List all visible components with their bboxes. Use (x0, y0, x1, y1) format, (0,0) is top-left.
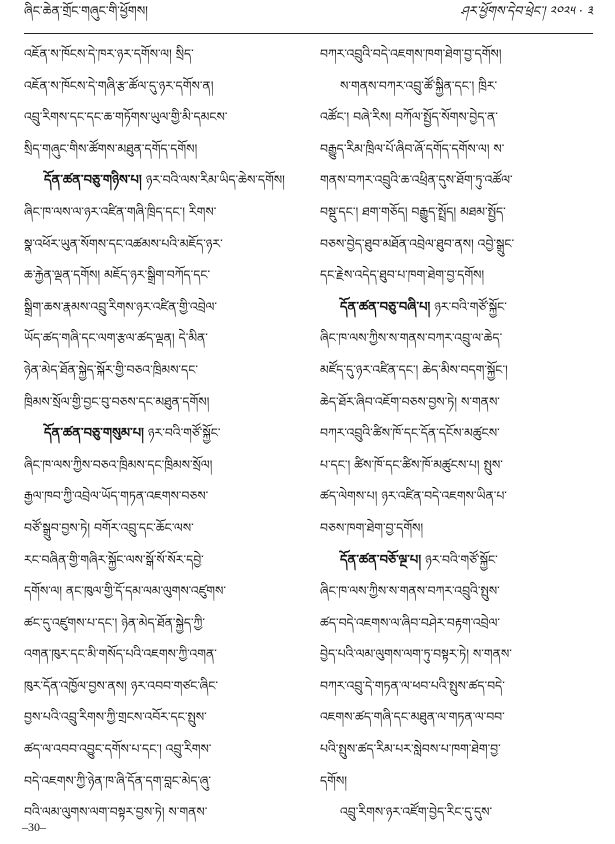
line-text: འཚོང་། བཞེ་རིས། བཀོལ་སྤྱོད་སོགས་བྱེད་ན་ (320, 109, 498, 125)
line-text: བཀར་འབྲུ་དེ་གཏན་ལ་ཕབ་པའི་སྤུས་ཚད་བདེ་ (320, 677, 505, 693)
text-line (24, 544, 296, 576)
line-text: འགན་ཁུར་དང་མི་གསོད་པའི་འཇགས་ཀྱི་འགན་ (24, 646, 217, 662)
text-line (320, 449, 592, 481)
line-text: སྲིད་གཞུང་གིས་ཚོགས་མཐུན་དགོད་དགོས། (24, 140, 198, 156)
line-text: འཇོན་ས་ཁོངས་དེ་གཞི་རྩ་ཚོལ་དུ་ཉར་དགོས་ན། (24, 77, 214, 93)
header-rule (24, 33, 593, 34)
text-line (24, 133, 296, 165)
text-line (24, 322, 296, 354)
text-line (24, 701, 296, 733)
text-line (320, 796, 592, 828)
line-text: ཞིང་ཁ་ལས་ཀྱིས་བཅའ་ཁྲིམས་དང་ཁྲིམས་སྲོལ། (24, 456, 213, 472)
text-line (320, 765, 592, 797)
text-line (320, 70, 592, 102)
text-line (24, 670, 296, 702)
line-text: བཙོ་སྒྲུབ་བྱས་ཏེ། བགོར་འབྲུ་དང་ཆོང་ལས་ (24, 519, 194, 535)
text-line (24, 765, 296, 797)
text-line (320, 386, 592, 418)
text-line (320, 101, 592, 133)
line-text: གནས་བཀར་འབྲུའི་ཆ་འཕྲིན་དུས་ཐོག་ཏུ་འཚོལ་ (320, 172, 513, 188)
section-heading-line (24, 164, 296, 196)
line-text: བདེ་འཇགས་ཀྱི་ཉེན་ཁ་ཞི་དོན་དག་བླང་མེད་ཞུ་ (24, 772, 212, 788)
line-text: ཉར་བའི་གཙོ་སྐྱོང་ (425, 551, 498, 567)
page-header (24, 3, 593, 32)
text-line (24, 259, 296, 291)
section-heading-line (320, 544, 592, 576)
text-line (320, 38, 592, 70)
line-text: རྒྱལ་ཁབ་ཀྱི་འབྲེལ་ཡོད་གཏན་འཇགས་བཅས་ (24, 488, 209, 504)
text-line (320, 512, 592, 544)
text-line (320, 701, 592, 733)
text-line (320, 133, 592, 165)
text-line (24, 638, 296, 670)
line-text: ཞིང་ཁ་ལས་ཀྱིས་ས་གནས་བཀར་འབྲུའི་སྤུས་ (320, 583, 500, 599)
text-line (24, 575, 296, 607)
text-line (24, 196, 296, 228)
text-line (320, 480, 592, 512)
text-line (320, 670, 592, 702)
line-text: ཚང་དུ་འཛུགས་པ་དང་། ཉེན་མེད་ཐོན་སྐྱེད་ཀྱི་ (24, 614, 205, 630)
line-text: སྣ་འཕོར་ཡུན་སོགས་དང་འཚམས་པའི་མཇོད་ཉར་ (24, 235, 223, 251)
line-text: ཉར་བའི་གཙོ་སྐྱོང་ (147, 425, 221, 441)
line-text: ཞིང་ཁ་ལས་ལ་ཉར་འཛིན་གཞི་ཁྲིད་དང་། རིགས་ (24, 203, 217, 219)
text-line (320, 607, 592, 639)
line-text: ཆེད་ཐོར་ཞིབ་འཇོག་བཅས་བྱས་ཏེ། ས་གནས་ (320, 393, 500, 409)
text-line (320, 196, 592, 228)
section-heading: དོན་ཚན་བཅུ་གསུམ་པ། (44, 426, 144, 442)
line-text: དགོས། (320, 772, 348, 788)
text-line (320, 259, 592, 291)
text-line (320, 575, 592, 607)
text-line (24, 101, 296, 133)
line-text: བསྡུ་དང་། ཐག་གཅོད། བརྒྱུད་སྤྲོད། མཐམ་སྤྱོད་ (320, 203, 506, 219)
line-text: འབྲུ་རིགས་ཉར་འཛོག་བྱེད་རིང་དུ་དུས་ (340, 804, 493, 820)
line-text: ས་གནས་བཀར་འབྲུ་ཚོ་སྐྱིན་དང་། ཁྲིར་ (340, 77, 498, 93)
line-text: ཉར་བའི་ལས་རིམ་ཡིད་ཆེས་དགོས། (145, 172, 285, 188)
line-text: མཛོད་དུ་ཉར་འཛིན་དང་། ཆེད་མིས་བདག་སྐྱོང་། (320, 361, 508, 377)
header-left-title: ཞིང་ཆེན་གྲོང་གཞུང་གི་ཕྱོགས། (24, 3, 148, 18)
line-text: བཅས་ཁག་ཐེག་བྱ་དགོས། (320, 519, 424, 535)
section-heading: དོན་ཚན་བཅུ་གཉིས་པ། (44, 173, 142, 189)
text-line (24, 38, 296, 70)
right-column (320, 38, 592, 820)
text-line (24, 449, 296, 481)
line-text: ཚད་ལ་འབབ་འབྱུང་དགོས་པ་དང་། འབྲུ་རིགས་ (24, 741, 212, 757)
text-line (24, 228, 296, 260)
line-text: བྱས་པའི་འབྲུ་རིགས་ཀྱི་གྲངས་འབོར་དང་སྤུས་ (24, 709, 207, 725)
line-text: ཉེན་མེད་ཐོན་སྐྱེད་སྐོར་གྱི་བཅའ་ཁྲིམས་དང་ (24, 361, 198, 377)
text-line (24, 386, 296, 418)
text-line (320, 354, 592, 386)
section-heading-line (24, 417, 296, 449)
line-text: བཀར་འབྲུའི་བདེ་འཇགས་ཁག་ཐེག་བྱ་དགོས། (320, 46, 502, 61)
line-text: རང་བཞིན་གྱི་གཞིར་སྐྱོང་ལས་སྒོ་སོ་སོར་དབྱེ་ (24, 551, 204, 567)
line-text: བཀར་འབྲུའི་ཚིས་ཁོ་དང་དོན་དངོས་མཚུངས་ (320, 425, 500, 441)
section-heading: དོན་ཚན་བཅུ་བཞི་པ། (340, 299, 431, 315)
line-text: འཇགས་ཚད་གཞི་དང་མཐུན་ལ་གཏན་ལ་བབ་ (320, 709, 505, 725)
line-text: བརྒྱུད་རིམ་ཁྲིལ་པོ་ཞིབ་ཞོ་དགོད་དགོས་ལ། ས་ (320, 140, 505, 156)
line-text: དགོས་ལ། ནང་ཁུལ་གྱི་དོ་དམ་ལམ་ལུགས་འཛུགས་ (24, 583, 226, 599)
line-text: ཁྲིམས་སྲོལ་གྱི་བྱང་བུ་བཅས་དང་མཐུན་དགོས། (24, 393, 210, 409)
line-text: དང་རྗེས་འདེད་ཐུབ་པ་ཁག་ཐེག་བྱ་དགོས། (320, 267, 485, 283)
text-line (320, 733, 592, 765)
line-text: པ་དང་། ཚིས་ཁོ་དང་ཚིས་ཁོ་མཚུངས་པ། སྤུས་ (320, 456, 503, 472)
line-text: པའི་སྤུས་ཚད་རིམ་པར་སླེབས་པ་ཁག་ཐེག་བྱ་ (320, 741, 501, 757)
left-column (24, 38, 296, 820)
section-heading: དོན་ཚན་བཅོ་ལྔ་པ། (340, 552, 422, 568)
line-text: བའི་ལམ་ལུགས་ལག་བསྟར་བྱས་ཏེ། ས་གནས་ (24, 804, 208, 820)
text-line (24, 607, 296, 639)
line-text: ཚད་ལེགས་པ། ཉར་འཛིན་བདེ་འཇགས་ཡིན་པ་ (320, 488, 507, 504)
text-line (320, 164, 592, 196)
line-text: ཚད་བདེ་འཇགས་ལ་ཞིབ་བཤེར་བརྟག་འབྲེལ་ (320, 614, 500, 630)
text-line (320, 417, 592, 449)
text-line (24, 354, 296, 386)
text-line (24, 796, 296, 828)
text-line (24, 480, 296, 512)
line-text: ཁུར་དོན་འཁྱོལ་བྱས་ནས། ཉར་འབབ་གཙང་ཞིང་ (24, 677, 218, 693)
line-text: འབྲུ་རིགས་དང་དང་ཆ་གཏོགས་ཡུལ་གྱི་མི་དམངས་ (24, 109, 228, 125)
line-text: འཇོན་ས་ཁོངས་དེ་ཁར་ཉར་དགོས་ལ། སྲིད་ (24, 46, 194, 61)
line-text: བཅས་བྱེད་ཐུབ་མཐོན་འབྲེལ་ཐུབ་ནས། འབྱེ་སྒྲུང་ (320, 235, 515, 251)
line-text: བྱེད་པའི་ལམ་ལུགས་ལག་ཏུ་བསྟར་ཏེ། ས་གནས་ (320, 646, 512, 662)
text-line (320, 228, 592, 260)
line-text: ཉར་བའི་གཙོ་སྐྱོང་ (434, 298, 507, 314)
header-right-title: ཤར་ཕྱོགས་དེབ་ཕྲེང་། ༢༠༢༥ · ༣ (460, 3, 593, 18)
text-line (24, 512, 296, 544)
line-text: ཡོད་ཚད་གཞི་དང་ལག་རྩལ་ཚད་ལྡན། དེ་མིན་ (24, 330, 208, 346)
page-number: –30– (22, 820, 46, 834)
line-text: ཞིང་ཁ་ལས་ཀྱིས་ས་གནས་བཀར་འབྲུ་ལ་ཆེད་ (320, 330, 503, 346)
text-line (320, 638, 592, 670)
section-heading-line (320, 291, 592, 323)
line-text: སྒྲིག་ཆས་རྣམས་འབྲུ་རིགས་ཉར་འཛིན་གྱི་འབྲེལ་ (24, 298, 218, 314)
text-line (24, 70, 296, 102)
text-line (24, 291, 296, 323)
text-line (320, 322, 592, 354)
text-line (24, 733, 296, 765)
line-text: ཆ་རྐྱེན་ལྡན་དགོས། མཇོད་ཉར་སྒྲིག་བཀོད་དང་ (24, 267, 211, 283)
